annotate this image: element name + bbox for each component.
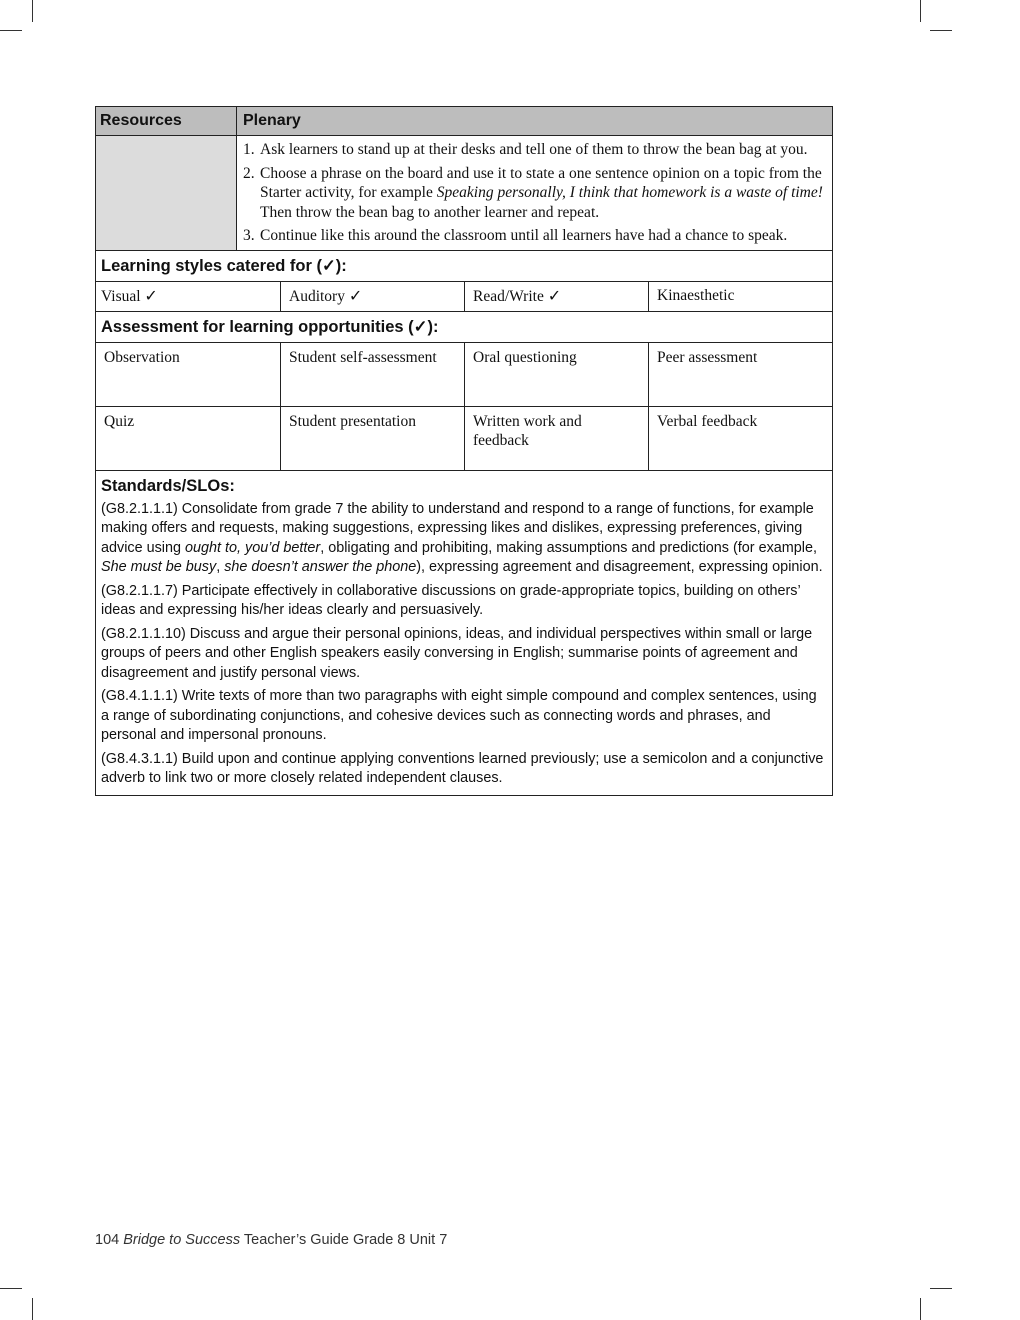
assessment-heading-row bbox=[96, 311, 832, 342]
learning-style-cell bbox=[464, 282, 648, 311]
standard-italic: ought to, you’d better bbox=[185, 539, 321, 556]
assessment-cell: Oral questioning bbox=[464, 343, 648, 406]
learning-style-cell bbox=[280, 282, 464, 311]
standard-text: , obligating and prohibiting, making assumptions and predictions (for example, bbox=[320, 539, 817, 556]
list-text: Choose a phrase on the board and use it to state a one sentence opinion on a topic from the Starter activity, for example bbox=[260, 164, 822, 201]
resources-header: Resources bbox=[96, 107, 237, 135]
standard-italic: She must be busy bbox=[101, 559, 217, 575]
style-label: Auditory bbox=[289, 287, 345, 305]
learning-styles-heading-row bbox=[96, 250, 832, 281]
assessment-cell: Peer assessment bbox=[648, 343, 832, 406]
footer-text: Teacher’s Guide Grade 8 Unit 7 bbox=[240, 1232, 448, 1248]
list-number: 2. bbox=[243, 164, 255, 182]
crop-mark bbox=[0, 1288, 22, 1289]
crop-mark bbox=[0, 30, 22, 31]
style-label: Read/Write bbox=[473, 287, 544, 305]
list-number: 3. bbox=[243, 227, 255, 244]
crop-mark bbox=[32, 1298, 33, 1320]
assessment-row bbox=[96, 342, 832, 406]
standards-cell bbox=[96, 471, 832, 795]
learning-style-cell bbox=[648, 282, 832, 311]
standard-item: (G8.4.1.1.1) Write texts of more than two paragraphs with eight simple compound and complex sentences, using a range of subordinating conjunctions, and cohesive devices such as connecting words and phrases, and personal and impersonal pronouns. bbox=[101, 688, 817, 743]
list-item bbox=[243, 226, 828, 246]
crop-mark bbox=[920, 1298, 921, 1320]
learning-styles-row bbox=[96, 281, 832, 311]
assessment-heading: Assessment for learning opportunities (✓): bbox=[101, 317, 439, 336]
table-header-row bbox=[96, 107, 832, 135]
page-number: 104 bbox=[95, 1232, 120, 1248]
check-icon: ✓ bbox=[547, 285, 562, 305]
example-phrase: Speaking personally, I think that homework is a waste of time! bbox=[436, 184, 823, 201]
standard-italic: she doesn’t answer the phone bbox=[224, 559, 417, 575]
resources-cell bbox=[96, 136, 237, 250]
standard-text: (G8.2.1.1.1) Consolidate from grade 7 the ability to understand and respond to a range of functions, for example making offers and requests, making suggestions, expressing likes and dislikes, expressing preferences, giving advice using bbox=[101, 500, 814, 556]
standards-heading: Standards/SLOs: bbox=[101, 476, 235, 495]
plenary-header: Plenary bbox=[237, 107, 832, 135]
assessment-cell: Observation bbox=[104, 348, 180, 366]
lesson-plan-table bbox=[95, 106, 833, 796]
list-text: Ask learners to stand up at their desks and tell one of them to throw the bean bag at you. bbox=[260, 141, 808, 158]
standard-item: (G8.2.1.1.7) Participate effectively in collaborative discussions on grade-appropriate topics, building on others’ ideas and expressing his/her ideas clearly and persuasively. bbox=[101, 582, 801, 618]
list-item bbox=[243, 140, 828, 160]
crop-mark bbox=[930, 30, 952, 31]
assessment-cell: Student self-assessment bbox=[280, 343, 464, 406]
list-text: Continue like this around the classroom until all learners have had a chance to speak. bbox=[260, 227, 788, 244]
plenary-cell bbox=[237, 136, 832, 250]
standards-row bbox=[96, 470, 832, 795]
page-footer bbox=[95, 1232, 447, 1248]
crop-mark bbox=[920, 0, 921, 22]
check-icon: ✓ bbox=[348, 285, 363, 305]
standard-item bbox=[101, 500, 827, 578]
standard-text: ), expressing agreement and disagreement, expressing opinion. bbox=[416, 559, 823, 575]
standard-text: , bbox=[216, 559, 225, 575]
standard-item: (G8.2.1.1.10) Discuss and argue their personal opinions, ideas, and individual perspectives within small or large groups of peers and other English speakers easily conversing in English; summarise points of agreement and disagreement and justify personal views. bbox=[101, 625, 813, 681]
assessment-row bbox=[96, 406, 832, 470]
crop-mark bbox=[32, 0, 33, 22]
assessment-cell: Student presentation bbox=[280, 407, 464, 470]
assessment-cell: Quiz bbox=[104, 412, 135, 430]
crop-mark bbox=[930, 1288, 952, 1289]
standard-item: (G8.4.3.1.1) Build upon and continue applying conventions learned previously; use a semicolon and a conjunctive adverb to link two or more closely related independent clauses. bbox=[101, 750, 824, 786]
list-item bbox=[243, 164, 828, 223]
style-label: Visual bbox=[101, 287, 141, 305]
list-text: Then throw the bean bag to another learner and repeat. bbox=[260, 203, 600, 221]
book-title: Bridge to Success bbox=[123, 1232, 241, 1248]
assessment-cell: Verbal feedback bbox=[648, 407, 832, 470]
check-icon: ✓ bbox=[144, 285, 158, 305]
learning-styles-heading: Learning styles catered for (✓): bbox=[101, 256, 347, 275]
assessment-cell: Written work and feedback bbox=[464, 407, 648, 470]
list-number: 1. bbox=[243, 141, 255, 158]
learning-style-cell bbox=[96, 282, 280, 311]
plenary-row bbox=[96, 135, 832, 250]
style-label: Kinaesthetic bbox=[657, 286, 735, 304]
plenary-list bbox=[243, 140, 828, 246]
